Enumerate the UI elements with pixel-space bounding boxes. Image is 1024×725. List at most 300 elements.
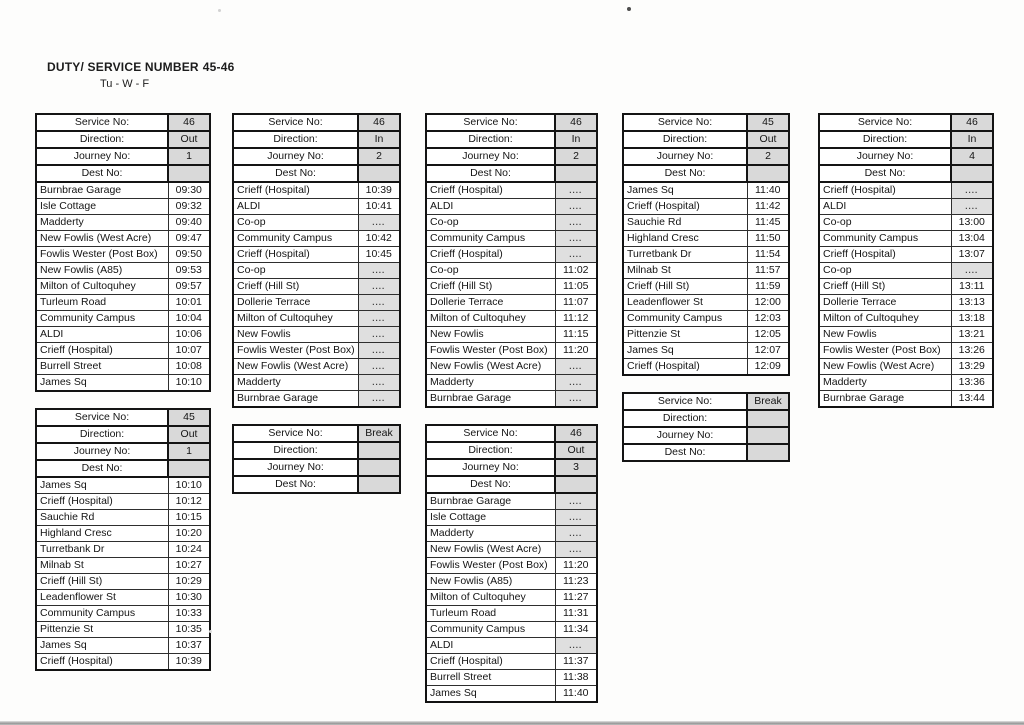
timetable-row [426, 263, 597, 279]
timetable-row [233, 279, 400, 295]
timetable-row [233, 247, 400, 263]
timetable [232, 113, 401, 408]
stop-time-cell: .... [358, 279, 400, 295]
timetable-row [233, 375, 400, 391]
timetable-row [233, 215, 400, 231]
dest-no-label: Dest No: [426, 165, 555, 182]
stop-name-cell: Crieff (Hospital) [426, 654, 555, 670]
timetable-table [425, 113, 598, 408]
timetable-row [426, 391, 597, 408]
timetable-row [426, 359, 597, 375]
dest-no-label: Dest No: [819, 165, 951, 182]
stop-time-cell: 11:23 [555, 574, 597, 590]
direction-value: In [951, 131, 993, 148]
stop-time-cell: .... [358, 311, 400, 327]
stop-name-cell: Community Campus [623, 311, 747, 327]
timetable [35, 113, 211, 392]
stop-name-cell: Community Campus [426, 231, 555, 247]
scan-speck [627, 7, 631, 11]
stop-time-cell: 10:27 [168, 558, 210, 574]
journey-no-label: Journey No: [426, 148, 555, 165]
stop-name-cell: Crieff (Hospital) [623, 359, 747, 376]
timetable-row [36, 606, 210, 622]
timetable [425, 424, 598, 703]
stop-time-cell: 10:29 [168, 574, 210, 590]
timetable-row [36, 526, 210, 542]
stop-time-cell: .... [358, 263, 400, 279]
stop-name-cell: Turleum Road [426, 606, 555, 622]
timetable-row [36, 311, 210, 327]
stop-name-cell: James Sq [426, 686, 555, 703]
stop-time-cell: 11:12 [555, 311, 597, 327]
stop-name-cell: Crieff (Hill St) [36, 574, 168, 590]
stop-name-cell: Community Campus [233, 231, 358, 247]
timetable-row [233, 311, 400, 327]
dest-no-value [747, 444, 789, 461]
scan-speck [209, 630, 212, 633]
direction-value: Out [747, 131, 789, 148]
dest-no-value [168, 165, 210, 182]
direction-label: Direction: [623, 131, 747, 148]
stop-time-cell: 13:18 [951, 311, 993, 327]
stop-time-cell: 12:07 [747, 343, 789, 359]
stop-name-cell: Crieff (Hospital) [36, 494, 168, 510]
timetable-row [36, 231, 210, 247]
stop-time-cell: .... [555, 542, 597, 558]
stop-time-cell: .... [951, 182, 993, 199]
stop-name-cell: Burnbrae Garage [36, 182, 168, 199]
service-no-value: 45 [168, 409, 210, 426]
stop-time-cell: 09:57 [168, 279, 210, 295]
dest-no-value [747, 165, 789, 182]
service-no-label: Service No: [623, 114, 747, 131]
direction-label: Direction: [426, 131, 555, 148]
service-no-label: Service No: [36, 114, 168, 131]
service-no-label: Service No: [426, 114, 555, 131]
stop-name-cell: Crieff (Hill St) [233, 279, 358, 295]
timetable-row [623, 311, 789, 327]
timetable-row [426, 574, 597, 590]
stop-time-cell: 13:07 [951, 247, 993, 263]
timetable-row [36, 510, 210, 526]
stop-time-cell: .... [555, 638, 597, 654]
stop-time-cell: 12:09 [747, 359, 789, 376]
timetable-row [36, 182, 210, 199]
timetable-row [36, 542, 210, 558]
stop-name-cell: Dollerie Terrace [819, 295, 951, 311]
stop-time-cell: 09:50 [168, 247, 210, 263]
stop-time-cell: 11:27 [555, 590, 597, 606]
timetable-row [36, 638, 210, 654]
journey-no-label: Journey No: [233, 459, 358, 476]
stop-time-cell: 13:13 [951, 295, 993, 311]
stop-time-cell: .... [555, 199, 597, 215]
stop-name-cell: Crieff (Hospital) [426, 182, 555, 199]
timetable-column-3 [425, 113, 598, 703]
stop-name-cell: Madderty [233, 375, 358, 391]
stop-time-cell: 09:32 [168, 199, 210, 215]
stop-name-cell: Crieff (Hospital) [36, 654, 168, 671]
stop-name-cell: Crieff (Hill St) [623, 279, 747, 295]
timetable-row [233, 231, 400, 247]
stop-time-cell: .... [555, 359, 597, 375]
stop-time-cell: 09:53 [168, 263, 210, 279]
timetable-row [623, 182, 789, 199]
timetable-row [426, 510, 597, 526]
journey-no-value: 3 [555, 459, 597, 476]
stop-name-cell: New Fowlis (West Acre) [819, 359, 951, 375]
timetable-row [426, 493, 597, 510]
stop-time-cell: 11:20 [555, 343, 597, 359]
timetable-row [233, 359, 400, 375]
stop-name-cell: Crieff (Hospital) [623, 199, 747, 215]
stop-name-cell: Fowlis Wester (Post Box) [36, 247, 168, 263]
stop-name-cell: Pittenzie St [36, 622, 168, 638]
timetable-table [232, 424, 401, 494]
stop-name-cell: Turretbank Dr [36, 542, 168, 558]
stop-time-cell: 10:41 [358, 199, 400, 215]
stop-name-cell: Co-op [426, 215, 555, 231]
timetable-table [818, 113, 994, 408]
scan-speck [218, 9, 221, 12]
timetable-row [623, 247, 789, 263]
journey-no-value [747, 427, 789, 444]
timetable-row [233, 391, 400, 408]
stop-time-cell: 10:37 [168, 638, 210, 654]
stop-name-cell: Crieff (Hospital) [233, 182, 358, 199]
stop-time-cell: .... [555, 182, 597, 199]
service-no-value: 46 [951, 114, 993, 131]
timetable-row [623, 215, 789, 231]
timetable-row [36, 477, 210, 494]
stop-time-cell: .... [555, 375, 597, 391]
timetable [622, 113, 790, 376]
dest-no-label: Dest No: [623, 165, 747, 182]
stop-name-cell: James Sq [623, 182, 747, 199]
timetable-row [819, 375, 993, 391]
stop-time-cell: .... [358, 391, 400, 408]
stop-time-cell: 13:26 [951, 343, 993, 359]
timetable-row [819, 182, 993, 199]
stop-name-cell: Burnbrae Garage [426, 493, 555, 510]
stop-name-cell: Highland Cresc [623, 231, 747, 247]
timetable-table [232, 113, 401, 408]
timetable-row [819, 247, 993, 263]
timetable-row [36, 295, 210, 311]
timetable-row [426, 622, 597, 638]
stop-time-cell: 11:40 [555, 686, 597, 703]
stop-name-cell: Crieff (Hospital) [36, 343, 168, 359]
stop-time-cell: 11:45 [747, 215, 789, 231]
dest-no-value [555, 165, 597, 182]
stop-name-cell: New Fowlis (West Acre) [36, 231, 168, 247]
stop-name-cell: Co-op [819, 263, 951, 279]
stop-name-cell: Crieff (Hospital) [819, 247, 951, 263]
timetable-row [426, 654, 597, 670]
direction-label: Direction: [819, 131, 951, 148]
stop-time-cell: 10:01 [168, 295, 210, 311]
stop-time-cell: .... [358, 359, 400, 375]
stop-time-cell: 10:10 [168, 477, 210, 494]
stop-name-cell: New Fowlis [819, 327, 951, 343]
stop-name-cell: Turleum Road [36, 295, 168, 311]
timetable-row [623, 279, 789, 295]
stop-name-cell: Turretbank Dr [623, 247, 747, 263]
stop-name-cell: Crieff (Hospital) [819, 182, 951, 199]
stop-name-cell: Dollerie Terrace [233, 295, 358, 311]
scan-edge-line [0, 721, 1024, 725]
stop-name-cell: Burnbrae Garage [819, 391, 951, 408]
stop-name-cell: Fowlis Wester (Post Box) [426, 558, 555, 574]
timetable-row [819, 215, 993, 231]
timetable-row [623, 199, 789, 215]
timetable-column-5 [818, 113, 994, 408]
stop-name-cell: Fowlis Wester (Post Box) [233, 343, 358, 359]
stop-name-cell: ALDI [426, 638, 555, 654]
stop-time-cell: 11:40 [747, 182, 789, 199]
timetable-row [36, 279, 210, 295]
stop-name-cell: Co-op [426, 263, 555, 279]
stop-name-cell: Crieff (Hill St) [819, 279, 951, 295]
stop-time-cell: .... [358, 375, 400, 391]
timetable-row [819, 327, 993, 343]
stop-time-cell: 11:57 [747, 263, 789, 279]
direction-value [358, 442, 400, 459]
stop-name-cell: Crieff (Hospital) [426, 247, 555, 263]
timetable-row [623, 295, 789, 311]
stop-name-cell: ALDI [233, 199, 358, 215]
stop-time-cell: .... [951, 263, 993, 279]
stop-name-cell: Sauchie Rd [623, 215, 747, 231]
stop-time-cell: 13:36 [951, 375, 993, 391]
stop-name-cell: Burrell Street [426, 670, 555, 686]
stop-name-cell: Burnbrae Garage [233, 391, 358, 408]
service-no-label: Service No: [36, 409, 168, 426]
stop-time-cell: 11:31 [555, 606, 597, 622]
timetable-row [819, 295, 993, 311]
stop-time-cell: .... [555, 493, 597, 510]
timetable-table [35, 408, 211, 671]
stop-name-cell: New Fowlis (A85) [36, 263, 168, 279]
timetable-row [36, 343, 210, 359]
stop-time-cell: 10:10 [168, 375, 210, 392]
dest-no-label: Dest No: [426, 476, 555, 493]
service-no-value: 46 [555, 114, 597, 131]
service-no-value: 45 [747, 114, 789, 131]
stop-time-cell: .... [555, 215, 597, 231]
timetable-row [426, 670, 597, 686]
journey-no-label: Journey No: [36, 443, 168, 460]
stop-name-cell: New Fowlis [233, 327, 358, 343]
timetable-column-4 [622, 113, 790, 462]
timetable-row [36, 622, 210, 638]
stop-name-cell: Crieff (Hill St) [426, 279, 555, 295]
stop-time-cell: 11:50 [747, 231, 789, 247]
stop-name-cell: Community Campus [426, 622, 555, 638]
journey-no-value: 1 [168, 148, 210, 165]
timetable-row [819, 311, 993, 327]
stop-time-cell: 11:38 [555, 670, 597, 686]
stop-name-cell: Madderty [819, 375, 951, 391]
stop-time-cell: 11:34 [555, 622, 597, 638]
duty-heading-number: 45-46 [202, 60, 235, 74]
stop-time-cell: .... [555, 231, 597, 247]
stop-name-cell: Milnab St [36, 558, 168, 574]
stop-time-cell: 11:07 [555, 295, 597, 311]
timetable-row [426, 686, 597, 703]
stop-time-cell: 10:06 [168, 327, 210, 343]
journey-no-label: Journey No: [233, 148, 358, 165]
stop-time-cell: 09:30 [168, 182, 210, 199]
stop-name-cell: Crieff (Hospital) [233, 247, 358, 263]
stop-name-cell: Dollerie Terrace [426, 295, 555, 311]
service-no-label: Service No: [623, 393, 747, 410]
stop-name-cell: James Sq [623, 343, 747, 359]
timetable-row [36, 558, 210, 574]
stop-name-cell: Milton of Cultoquhey [819, 311, 951, 327]
service-no-label: Service No: [819, 114, 951, 131]
service-no-value: Break [358, 425, 400, 442]
stop-name-cell: Fowlis Wester (Post Box) [819, 343, 951, 359]
service-no-value: 46 [358, 114, 400, 131]
stop-name-cell: Madderty [426, 375, 555, 391]
stop-name-cell: James Sq [36, 638, 168, 654]
journey-no-label: Journey No: [819, 148, 951, 165]
stop-name-cell: New Fowlis (A85) [426, 574, 555, 590]
timetable-row [426, 279, 597, 295]
direction-label: Direction: [36, 131, 168, 148]
service-no-value: 46 [555, 425, 597, 442]
direction-value: In [358, 131, 400, 148]
timetable-row [426, 558, 597, 574]
stop-name-cell: ALDI [426, 199, 555, 215]
direction-label: Direction: [233, 131, 358, 148]
stop-name-cell: Milton of Cultoquhey [426, 590, 555, 606]
stop-time-cell: 10:30 [168, 590, 210, 606]
timetable-row [36, 375, 210, 392]
stop-time-cell: 09:40 [168, 215, 210, 231]
stop-time-cell: 11:54 [747, 247, 789, 263]
stop-name-cell: Burnbrae Garage [426, 391, 555, 408]
stop-time-cell: .... [358, 295, 400, 311]
stop-time-cell: 11:05 [555, 279, 597, 295]
timetable-row [426, 247, 597, 263]
timetable-row [233, 263, 400, 279]
stop-time-cell: 11:20 [555, 558, 597, 574]
stop-time-cell: 10:42 [358, 231, 400, 247]
stop-name-cell: Madderty [426, 526, 555, 542]
timetable-row [233, 199, 400, 215]
stop-time-cell: 13:00 [951, 215, 993, 231]
timetable-row [623, 327, 789, 343]
duty-heading [47, 60, 235, 74]
journey-no-label: Journey No: [36, 148, 168, 165]
service-no-label: Service No: [233, 425, 358, 442]
stop-time-cell: 13:04 [951, 231, 993, 247]
timetable-row [233, 343, 400, 359]
service-no-value: 46 [168, 114, 210, 131]
stop-time-cell: .... [358, 343, 400, 359]
stop-time-cell: 10:45 [358, 247, 400, 263]
timetable-row [36, 327, 210, 343]
timetable-row [233, 327, 400, 343]
journey-no-value: 4 [951, 148, 993, 165]
timetable-row [623, 343, 789, 359]
dest-no-value [168, 460, 210, 477]
stop-name-cell: Isle Cottage [426, 510, 555, 526]
timetable-row [36, 247, 210, 263]
direction-value: Out [555, 442, 597, 459]
stop-name-cell: James Sq [36, 375, 168, 392]
stop-name-cell: Community Campus [36, 606, 168, 622]
duty-heading-label: DUTY/ SERVICE NUMBER [47, 60, 199, 74]
stop-name-cell: New Fowlis (West Acre) [426, 542, 555, 558]
stop-name-cell: Co-op [233, 215, 358, 231]
stop-time-cell: .... [358, 215, 400, 231]
stop-time-cell: 10:33 [168, 606, 210, 622]
stop-name-cell: New Fowlis [426, 327, 555, 343]
timetable-row [426, 542, 597, 558]
dest-no-label: Dest No: [623, 444, 747, 461]
stop-time-cell: .... [555, 391, 597, 408]
journey-no-value: 2 [747, 148, 789, 165]
timetable-row [36, 263, 210, 279]
journey-no-value [358, 459, 400, 476]
timetable-row [426, 638, 597, 654]
stop-name-cell: Madderty [36, 215, 168, 231]
stop-name-cell: Community Campus [819, 231, 951, 247]
stop-time-cell: 10:39 [168, 654, 210, 671]
dest-no-value [555, 476, 597, 493]
stop-time-cell: 11:02 [555, 263, 597, 279]
timetable [425, 113, 598, 408]
stop-name-cell: Leadenflower St [36, 590, 168, 606]
stop-name-cell: ALDI [819, 199, 951, 215]
timetable-table [425, 424, 598, 703]
dest-no-value [358, 165, 400, 182]
stop-time-cell: 11:37 [555, 654, 597, 670]
timetable [818, 113, 994, 408]
dest-no-label: Dest No: [36, 165, 168, 182]
timetable-row [426, 311, 597, 327]
stop-time-cell: 10:20 [168, 526, 210, 542]
timetable-row [426, 590, 597, 606]
timetable-row [819, 343, 993, 359]
stop-time-cell: 11:15 [555, 327, 597, 343]
stop-name-cell: Community Campus [36, 311, 168, 327]
timetable-row [426, 606, 597, 622]
timetable-row [426, 199, 597, 215]
stop-name-cell: Milnab St [623, 263, 747, 279]
timetable [35, 408, 211, 671]
stop-time-cell: 10:24 [168, 542, 210, 558]
direction-label: Direction: [623, 410, 747, 427]
timetable-row [233, 295, 400, 311]
timetable-row [819, 199, 993, 215]
timetable [232, 424, 401, 494]
journey-no-label: Journey No: [623, 148, 747, 165]
service-no-value: Break [747, 393, 789, 410]
direction-value: Out [168, 131, 210, 148]
stop-time-cell: 10:35 [168, 622, 210, 638]
timetable-row [36, 215, 210, 231]
stop-time-cell: .... [555, 247, 597, 263]
stop-name-cell: ALDI [36, 327, 168, 343]
stop-name-cell: Sauchie Rd [36, 510, 168, 526]
dest-no-value [951, 165, 993, 182]
timetable-row [623, 231, 789, 247]
stop-name-cell: Highland Cresc [36, 526, 168, 542]
